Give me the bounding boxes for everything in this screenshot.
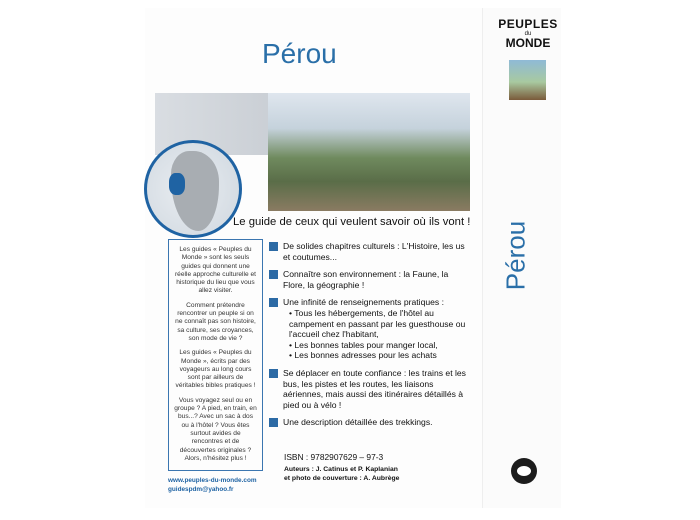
intro-paragraph: Comment prétendre rencontrer un peuple si on ne connaît pas son histoire, sa culture, ses croyances, son mode de vie ? bbox=[175, 301, 256, 342]
intro-paragraph: Vous voyagez seul ou en groupe ? A pied, en train, en bus...? Avec un sac à dos ou à l'hôtel ? Vous êtes surtout avides de rencontres et de découvertes originales ? Alors, n'hésitez plus ! bbox=[174, 396, 257, 462]
isbn: ISBN : 9782907629 – 97-3 bbox=[284, 452, 384, 462]
intro-box bbox=[168, 239, 263, 471]
feature-text: Connaître son environnement : la Faune, la Flore, la géographie ! bbox=[283, 269, 449, 290]
bullet-square-icon bbox=[269, 270, 278, 279]
feature-item bbox=[269, 269, 471, 290]
feature-text: Une infinité de renseignements pratiques : bbox=[283, 297, 444, 308]
bullet-square-icon bbox=[269, 242, 278, 251]
tagline: Le guide de ceux qui veulent savoir où ils vont ! bbox=[233, 216, 471, 228]
feature-text: Une description détaillée des trekkings. bbox=[283, 417, 433, 428]
cover-title: Pérou bbox=[262, 38, 337, 69]
feature-sub: • Les bonnes adresses pour les achats bbox=[289, 350, 437, 361]
bullet-square-icon bbox=[269, 298, 278, 307]
logo-line1: PEUPLES bbox=[498, 17, 558, 31]
email-link[interactable]: guidespdm@yahoo.fr bbox=[168, 486, 234, 493]
feature-item bbox=[269, 368, 471, 410]
feature-list bbox=[269, 241, 471, 435]
spine-title-text: Pérou bbox=[500, 220, 531, 291]
logo-line2: du bbox=[524, 31, 532, 37]
bullet-square-icon bbox=[269, 369, 278, 378]
feature-item bbox=[269, 297, 471, 361]
intro-paragraph: Les guides « Peuples du Monde » sont les seuls guides qui donnent une réelle approche culturelle et historique du lieu que vous allez visiter. bbox=[174, 246, 256, 295]
feature-sub: • Les bonnes tables pour manger local, bbox=[289, 339, 438, 350]
logo-photo bbox=[509, 60, 546, 100]
feature-text: Se déplacer en toute confiance : les trains et les bus, les pistes et les routes, les liaisons aériennes, mais aussi des itinéraires détaillés à pied ou à vélo ! bbox=[283, 367, 466, 410]
machu-picchu-photo bbox=[268, 93, 470, 211]
feature-item bbox=[269, 417, 471, 428]
south-america-globe bbox=[144, 140, 242, 238]
authors-line: Auteurs : J. Catinus et P. Kaplanian bbox=[284, 466, 398, 473]
peru-highlight bbox=[169, 173, 185, 195]
contact-links bbox=[168, 476, 288, 494]
publisher-logo bbox=[498, 18, 558, 50]
authors bbox=[284, 465, 399, 483]
authors-line: et photo de couverture : A. Aubrège bbox=[284, 475, 400, 482]
feature-item bbox=[269, 241, 471, 262]
intro-paragraph: Les guides « Peuples du Monde », écrits par des voyageurs au long cours sont par ailleurs de véritables bibles pratiques ! bbox=[175, 349, 256, 390]
bullet-square-icon bbox=[269, 418, 278, 427]
publisher-mark-icon bbox=[511, 458, 537, 484]
website-link[interactable]: www.peuples-du-monde.com bbox=[168, 477, 257, 484]
feature-sub: • Tous les hébergements, de l'hôtel au campement en passant par les guesthouse ou l'accueil chez l'habitant, bbox=[289, 307, 466, 340]
logo-line3: MONDE bbox=[505, 36, 551, 50]
feature-text: De solides chapitres culturels : L'Histoire, les us et coutumes... bbox=[283, 241, 465, 262]
spine-title bbox=[496, 200, 536, 320]
